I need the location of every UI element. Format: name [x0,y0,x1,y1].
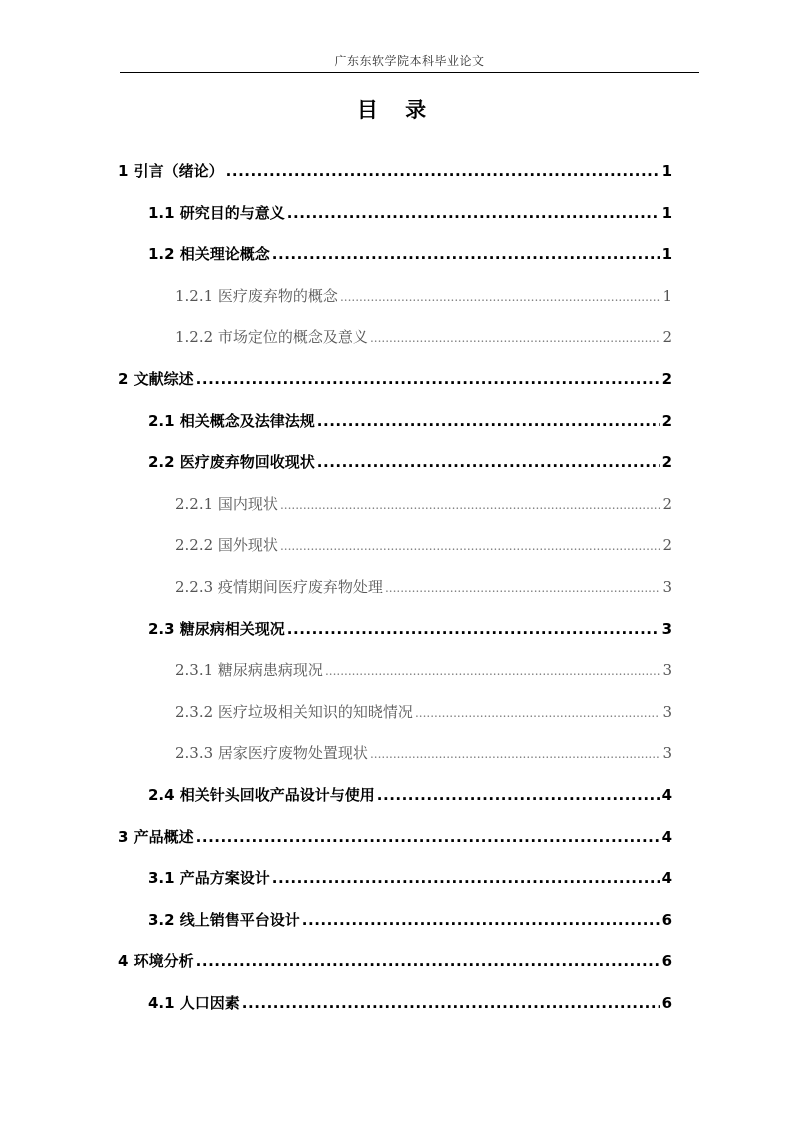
toc-leader-dots [287,202,660,224]
toc-entry-label: 1.2 相关理论概念 [148,245,270,263]
toc-entry-page: 6 [661,994,672,1012]
toc-entry-page: 2 [661,370,672,388]
toc-leader-dots [302,909,660,931]
toc-leader-dots [317,451,660,473]
toc-entry-label: 2.4 相关针头回收产品设计与使用 [148,786,375,804]
toc-title: 目 录 [356,98,437,122]
toc-entry-page: 2 [662,536,672,554]
toc-leader-dots [370,326,661,349]
toc-leader-dots [280,534,661,557]
toc-entry-page: 3 [662,661,672,679]
toc-entry-label: 2.1 相关概念及法律法规 [148,412,315,430]
toc-entry[interactable] [175,326,672,348]
toc-leader-dots [242,992,660,1014]
toc-entry-page: 6 [661,952,672,970]
toc-leader-dots [415,701,661,724]
toc-entry-label: 2.2.1 国内现状 [175,495,278,513]
toc-entry[interactable] [148,243,672,265]
toc-entry-label: 3.2 线上销售平台设计 [148,911,300,929]
toc-entry-page: 2 [662,495,672,513]
toc-entry-page: 1 [661,245,672,263]
toc-entry-label: 2 文献综述 [118,370,194,388]
toc-leader-dots [340,285,661,308]
toc-entry-page: 2 [661,453,672,471]
toc-leader-dots [287,618,660,640]
toc-entry-label: 2.3 糖尿病相关现况 [148,620,285,638]
toc-leader-dots [385,576,661,599]
toc-leader-dots [317,410,660,432]
toc-entry-page: 1 [661,162,672,180]
toc-entry-page: 1 [661,204,672,222]
toc-leader-dots [280,493,661,516]
toc-entry[interactable] [148,410,672,432]
toc-entry[interactable] [175,534,672,556]
toc-entry[interactable] [148,451,672,473]
page-header: 广东东软学院本科毕业论文 [334,54,485,68]
toc-entry-page: 1 [662,287,672,305]
toc-entry-page: 4 [661,869,672,887]
toc-entry-label: 2.3.3 居家医疗废物处置现状 [175,744,368,762]
toc-leader-dots [196,368,660,390]
toc-leader-dots [370,742,661,765]
toc-entry-label: 2.3.2 医疗垃圾相关知识的知晓情况 [175,703,413,721]
toc-leader-dots [226,160,660,182]
toc-entry[interactable] [148,618,672,640]
toc-entry[interactable] [175,285,672,307]
toc-entry-label: 1.2.1 医疗废弃物的概念 [175,287,338,305]
toc-entry[interactable] [175,576,672,598]
toc-entry[interactable] [175,493,672,515]
toc-leader-dots [272,243,660,265]
toc-entry-page: 3 [662,703,672,721]
toc-entry[interactable] [118,826,672,848]
toc-entry[interactable] [175,742,672,764]
toc-entry-label: 3.1 产品方案设计 [148,869,270,887]
toc-entry-label: 3 产品概述 [118,828,194,846]
toc-entry-label: 2.2.3 疫情期间医疗废弃物处理 [175,578,383,596]
toc-entry[interactable] [148,909,672,931]
toc-entry-page: 3 [661,620,672,638]
toc-leader-dots [377,784,660,806]
toc-entry[interactable] [118,950,672,972]
toc-entry-label: 4 环境分析 [118,952,194,970]
toc-entry-page: 6 [661,911,672,929]
toc-entry-page: 4 [661,786,672,804]
toc-entry-page: 3 [662,744,672,762]
toc-entry[interactable] [175,659,672,681]
toc-entry-label: 4.1 人口因素 [148,994,240,1012]
toc-entry-label: 2.3.1 糖尿病患病现况 [175,661,323,679]
toc-entry-page: 2 [662,328,672,346]
toc-entry-page: 4 [661,828,672,846]
toc-entry[interactable] [148,784,672,806]
toc-entry-label: 2.2.2 国外现状 [175,536,278,554]
toc-entry[interactable] [175,701,672,723]
toc-entry[interactable] [148,202,672,224]
toc-entry[interactable] [118,160,672,182]
toc-entry[interactable] [118,368,672,390]
toc-entry-label: 2.2 医疗废弃物回收现状 [148,453,315,471]
toc-entry[interactable] [148,992,672,1014]
toc-entry-label: 1.1 研究目的与意义 [148,204,285,222]
toc-entry-label: 1 引言（绪论） [118,162,224,180]
toc-entry[interactable] [148,867,672,889]
toc-leader-dots [196,950,660,972]
toc-leader-dots [272,867,660,889]
toc-entry-label: 1.2.2 市场定位的概念及意义 [175,328,368,346]
toc-leader-dots [196,826,660,848]
toc-entry-page: 3 [662,578,672,596]
toc-leader-dots [325,659,661,682]
toc-entry-page: 2 [661,412,672,430]
